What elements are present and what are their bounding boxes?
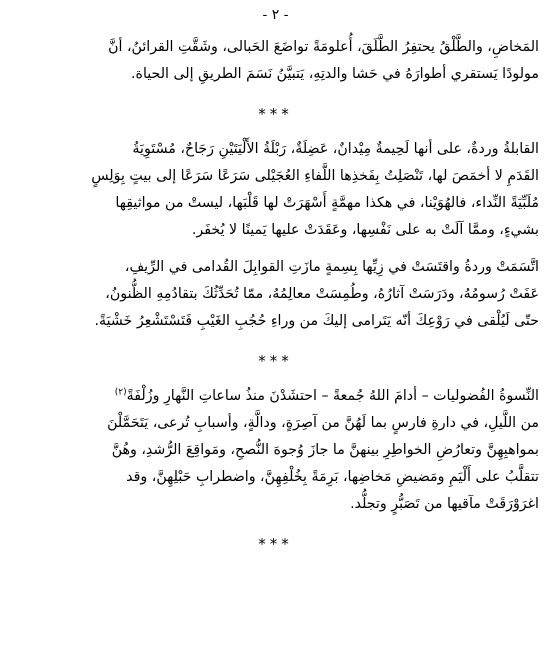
paragraph-3-line: اتَّسَمَتْ وردةُ واقتَسَتْ في زِيِّها بِسِمةٍ مازَتِ القوابِلَ القُدامى في الرِّيفِ، bbox=[124, 259, 539, 275]
paragraph-4-line: بمواهبِهِنَّ وتعارُضِ الخواطِرِ بينهنَّ ما جازَ وُجوهَ النُّصحِ، ومَواقِعَ الرُّشدِ، وهُنَّ bbox=[111, 442, 539, 458]
paragraph-1 bbox=[12, 34, 539, 88]
paragraph-4-line bbox=[12, 383, 539, 410]
paragraph-2-line: القابلةُ وردةٌ، على أنها لَحِيمةٌ مِيْدانٌ، عَضِلَةٌ، رَبْلَةُ الأَلْيَتَيْنِ رَجَاحٌ، مُسْتَوِيَةُ bbox=[132, 141, 539, 157]
paragraph-1-line: مولودًا يَستقري أطوارَهُ في حَشا والدتِهِ، يَتبيَّنُ نَسَمَ الطريقِ إلى الحياة. bbox=[131, 66, 539, 82]
paragraph-3-line: حتّى لَيُلْقى في رَوْعِكَ أنّه يَتَرامى إليكَ من وراءِ حُجُبِ الغَيْبِ فَتَسْتَشْعِرُ خَشْيَةً. bbox=[94, 313, 539, 329]
paragraph-4-line: اغرَوْرَقَتْ مآقيها من تَصَبُّرٍ وتجلُّد. bbox=[350, 496, 539, 512]
paragraph-2 bbox=[12, 136, 539, 244]
paragraph-4-first-text: النِّسوةُ الفُضوليات – أدامَ اللهُ جُمعةً – احتشَدْنَ منذُ ساعاتِ النَّهارِ وزُلْفَةً bbox=[126, 388, 539, 404]
paragraph-2-line: بشيءٍ، وممَّا آلَتْ به على نَفْسِها، وعَقَدَتْ عليها يَمينًا لا يُخفَر. bbox=[191, 222, 539, 238]
section-separator: *** bbox=[258, 352, 293, 370]
paragraph-1-line: المَخاضِ، والطَّلْقُ يحتفِرُ الطَّلَقَ، أُعلومَةً تواضَعَ الحَبالى، وشَقَّتِ القرائنُ، أنَّ bbox=[108, 39, 539, 55]
paragraph-2-line: مُلَبِّيَةً النِّداء، فالهُوَيْنا، في هكذا مهمَّةٍ أَسْهَرَتْ لها قَلْبَها، ليستْ من مواثيقِها bbox=[115, 195, 539, 211]
paragraph-3-line: عَفَتْ رُسومُهُ، ودَرَسَتْ آثارُهُ، وطُمِسَتْ معالِمُهُ، ممّا تُحَدِّثُكَ بتقادُمِهِ الظُّنونُ، bbox=[105, 286, 539, 302]
paragraph-4-line: تتقلَّبُ على أَلْيَمِ ومَضيضِ مَخاضِها، بَرِمَةً بِخُلْفِهِنَّ، واضطرابِ حَبْلِهِنَّ، وقد bbox=[126, 469, 539, 485]
footnote-marker: (٢) bbox=[114, 387, 127, 398]
section-separator: *** bbox=[258, 535, 293, 553]
section-separator: *** bbox=[258, 105, 293, 123]
page-number: - ٢ - bbox=[262, 7, 289, 23]
paragraph-3 bbox=[12, 254, 539, 335]
paragraph-2-line: القَدَمِ لا أخمَصَ لها، تَنْصَلِتُ بِفَخذِها اللَّفاءِ العُجَيْلى سَرَعًا سَرَعًا إلى بيتٍ بِوَلِسٍ bbox=[91, 168, 539, 184]
paragraph-4 bbox=[12, 383, 539, 518]
paragraph-4-line: من اللَّيلِ، في دارةِ فارسٍ بما لَهُنَّ من آصِرَةٍ، ودالَّةٍ، وأسبابِ تُرعى، يَتَحَمَّلْنَ bbox=[107, 415, 539, 431]
